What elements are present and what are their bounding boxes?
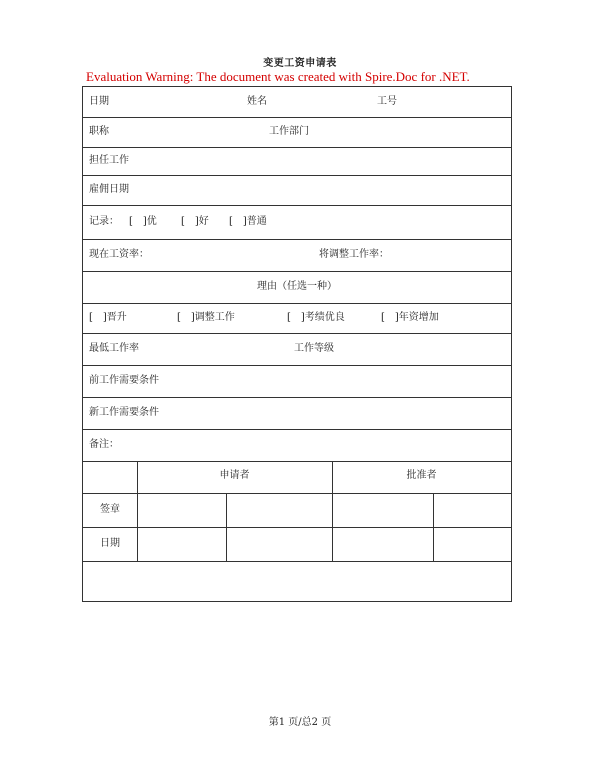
form-row-prev-requirements xyxy=(83,365,511,398)
form-row-record xyxy=(83,205,511,240)
header-applicant: 申请者 xyxy=(219,470,250,481)
label-name: 姓名 xyxy=(247,96,267,107)
checkbox-good-performance[interactable]: [ ]考绩优良 xyxy=(287,312,345,323)
applicant-seal-field[interactable] xyxy=(138,494,226,527)
checkbox-good[interactable]: [ ]好 xyxy=(181,216,209,227)
form-row-date xyxy=(83,87,511,118)
label-remarks: 备注： xyxy=(89,439,119,450)
form-row-duty xyxy=(83,147,511,176)
checkbox-promotion[interactable]: [ ]晋升 xyxy=(89,312,127,323)
label-prev-requirements: 前工作需要条件 xyxy=(89,375,159,386)
header-approver: 批准者 xyxy=(406,470,437,481)
applicant-date-field[interactable] xyxy=(138,528,226,561)
label-sig-date: 日期 xyxy=(100,538,120,549)
label-position: 职称 xyxy=(89,126,109,137)
salary-change-form xyxy=(82,86,512,602)
form-row-reason-options xyxy=(83,303,511,334)
form-row-min-rate xyxy=(83,333,511,366)
sig-date-line xyxy=(83,561,511,562)
label-department: 工作部门 xyxy=(269,126,309,137)
checkbox-adjust-work[interactable]: [ ]调整工作 xyxy=(177,312,235,323)
form-row-rates xyxy=(83,239,511,272)
form-row-reason xyxy=(83,271,511,304)
label-employee-id: 工号 xyxy=(377,96,397,107)
document-title: 变更工资申请表 xyxy=(263,58,337,69)
form-row-hire-date xyxy=(83,175,511,206)
label-job-grade: 工作等级 xyxy=(294,343,334,354)
label-seal: 签章 xyxy=(100,504,120,515)
page-footer: 第1 页/总2 页 xyxy=(268,717,332,728)
label-date: 日期 xyxy=(89,96,109,107)
approver-date-field[interactable] xyxy=(333,528,433,561)
evaluation-warning: Evaluation Warning: The document was created with Spire.Doc for .NET. xyxy=(86,69,470,84)
label-duty: 担任工作 xyxy=(89,155,129,166)
approver-seal-field[interactable] xyxy=(333,494,433,527)
label-min-rate: 最低工作率 xyxy=(89,343,139,354)
form-row-position xyxy=(83,117,511,148)
checkbox-annual-raise[interactable]: [ ]年资增加 xyxy=(381,312,439,323)
label-hire-date: 雇佣日期 xyxy=(89,184,129,195)
label-new-requirements: 新工作需要条件 xyxy=(89,407,159,418)
label-record: 记录： xyxy=(89,216,119,227)
checkbox-average[interactable]: [ ]普通 xyxy=(229,216,267,227)
checkbox-excellent[interactable]: [ ]优 xyxy=(129,216,157,227)
label-reason: 理由（任选一种） xyxy=(257,281,337,292)
form-row-remarks xyxy=(83,429,511,462)
form-row-new-requirements xyxy=(83,397,511,430)
label-current-rate: 现在工资率： xyxy=(89,249,149,260)
label-adjusted-rate: 将调整工作率： xyxy=(319,249,389,260)
